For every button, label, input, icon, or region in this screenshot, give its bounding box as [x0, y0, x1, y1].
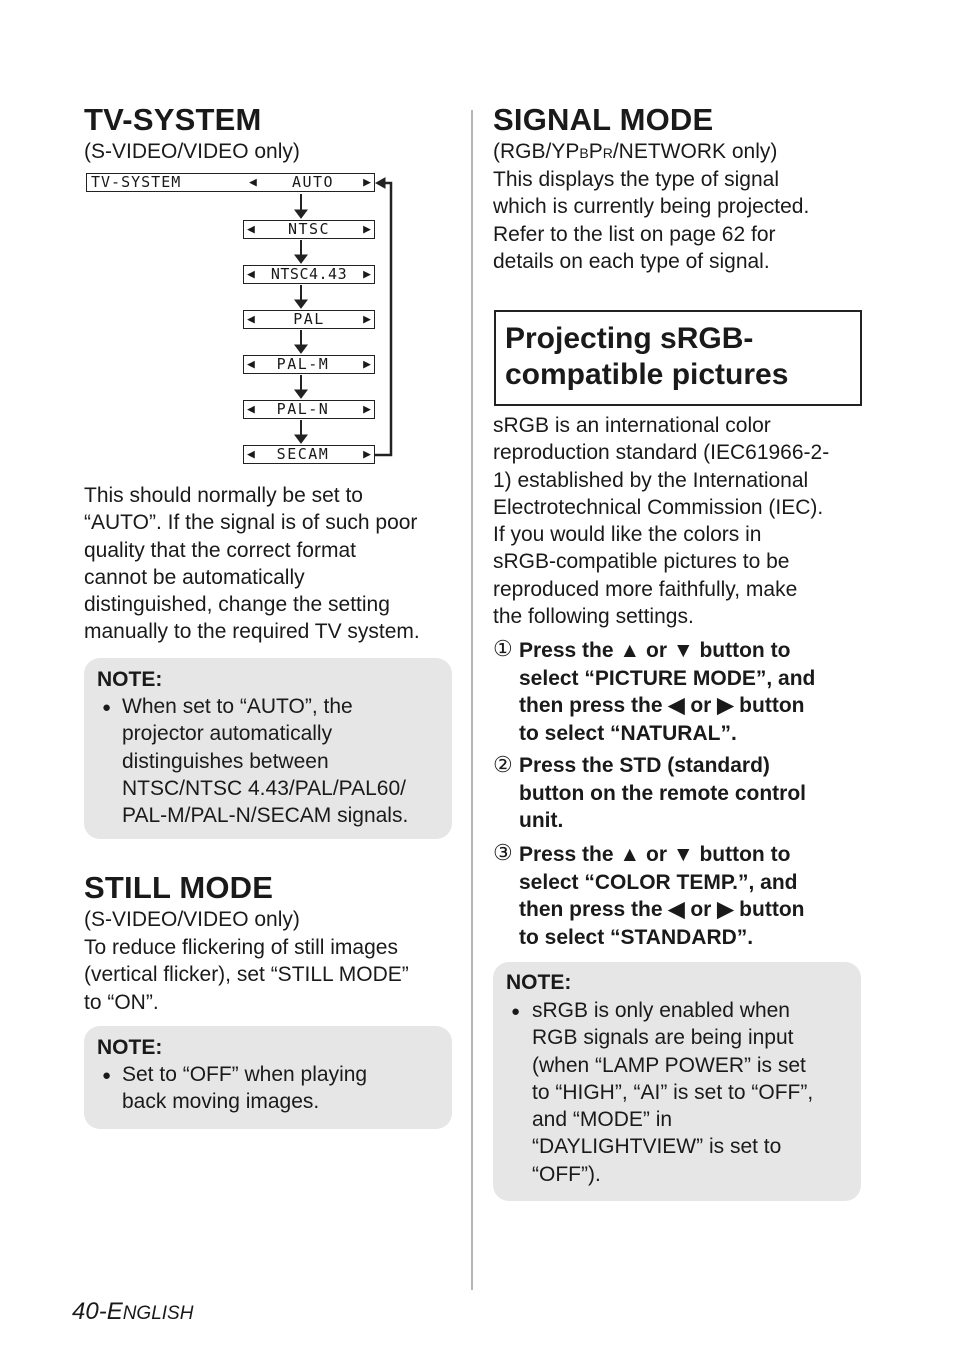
down-arrow-icon: [295, 194, 307, 218]
text-line: “OFF”).: [532, 1162, 601, 1186]
subtitle-part: (RGB/YP: [493, 140, 580, 163]
right-arrow-icon: ▶: [363, 175, 371, 190]
note-title: NOTE:: [506, 971, 572, 994]
bullet-icon: ●: [102, 1067, 112, 1084]
text-line: details on each type of signal.: [493, 249, 770, 273]
signal-mode-title: SIGNAL MODE: [493, 102, 714, 137]
signal-mode-description: [493, 166, 809, 275]
text-line: projector automatically: [122, 722, 333, 746]
text-line: Refer to the list on page 62 for: [493, 222, 776, 246]
step-number-1-icon: ①: [493, 636, 513, 661]
down-arrow-icon: [295, 375, 307, 398]
text-line: manually to the required TV system.: [84, 620, 420, 644]
down-arrow-icon: [295, 240, 307, 263]
still-mode-note: [84, 1026, 452, 1129]
left-arrow-icon: ◀: [247, 267, 255, 282]
left-arrowhead-icon: [376, 178, 385, 188]
still-mode-subtitle: (S-VIDEO/VIDEO only): [84, 908, 300, 931]
text-line: (when “LAMP POWER” is set: [532, 1053, 806, 1077]
subtitle-part: /NETWORK only): [612, 140, 778, 163]
text-line: to select “STANDARD”.: [519, 925, 754, 949]
page-footer: [72, 1298, 193, 1326]
srgb-note: [493, 962, 861, 1201]
text-line: “AUTO”. If the signal is of such poor: [84, 511, 418, 535]
column-divider: [471, 110, 473, 1290]
footer-lang: NGLISH: [122, 1303, 194, 1324]
text-line: Press the ▲ or ▼ button to: [519, 843, 791, 866]
note-body: [122, 693, 408, 829]
step-text: [519, 752, 806, 835]
signal-mode-subtitle: [493, 140, 777, 164]
step-text: [519, 637, 815, 747]
right-arrow-icon: ▶: [363, 312, 371, 327]
osd-value: PAL-N: [276, 400, 330, 418]
subtitle-part: R: [602, 145, 613, 161]
text-line: (vertical flicker), set “STILL MODE”: [84, 963, 409, 987]
right-arrow-icon: ▶: [363, 402, 371, 417]
text-line: compatible pictures: [505, 358, 789, 391]
text-line: 1) established by the International: [493, 468, 809, 492]
note-body: [532, 997, 813, 1188]
text-line: select “PICTURE MODE”, and: [519, 666, 816, 690]
left-arrow-icon: ◀: [247, 312, 255, 327]
text-line: Press the STD (standard): [519, 754, 770, 777]
bullet-icon: ●: [511, 1003, 521, 1020]
srgb-heading: [505, 321, 788, 393]
tv-system-title: TV-SYSTEM: [84, 102, 262, 137]
text-line: then press the ◀ or ▶ button: [519, 694, 805, 718]
down-arrow-icon: [295, 420, 307, 443]
step-text: [519, 841, 804, 951]
text-line: If you would like the colors in: [493, 523, 762, 547]
srgb-heading-box: [494, 310, 862, 406]
note-body: [122, 1061, 367, 1116]
left-arrow-icon: ◀: [247, 447, 255, 462]
text-line: sRGB-compatible pictures to be: [493, 550, 790, 574]
osd-menu-label: TV-SYSTEM: [91, 173, 182, 191]
osd-value: AUTO: [291, 173, 335, 191]
text-line: then press the ◀ or ▶ button: [519, 898, 805, 922]
text-line: to “HIGH”, “AI” is set to “OFF”,: [532, 1080, 814, 1104]
subtitle-part: P: [588, 140, 603, 163]
srgb-description: [493, 412, 829, 630]
osd-value: NTSC: [287, 220, 331, 238]
text-line: Press the ▲ or ▼ button to: [519, 639, 791, 662]
step-number-3-icon: ③: [493, 840, 513, 865]
tv-system-subtitle: (S-VIDEO/VIDEO only): [84, 140, 300, 163]
text-line: select “COLOR TEMP.”, and: [519, 870, 798, 894]
text-line: RGB signals are being input: [532, 1026, 794, 1050]
text-line: quality that the correct format: [84, 538, 356, 562]
osd-value: PAL: [293, 310, 325, 328]
note-title: NOTE:: [97, 1036, 163, 1059]
text-line: the following settings.: [493, 605, 694, 629]
right-arrow-icon: ▶: [363, 357, 371, 372]
text-line: to “ON”.: [84, 990, 159, 1014]
right-arrow-icon: ▶: [363, 447, 371, 462]
text-line: NTSC/NTSC 4.43/PAL/PAL60/: [122, 776, 407, 800]
down-arrow-icon: [295, 285, 307, 308]
text-line: sRGB is only enabled when: [532, 999, 790, 1022]
left-arrow-icon: ◀: [247, 357, 255, 372]
osd-value: PAL-M: [276, 355, 330, 373]
text-line: to select “NATURAL”.: [519, 721, 737, 745]
text-line: PAL-M/PAL-N/SECAM signals.: [122, 804, 409, 828]
text-line: Set to “OFF” when playing: [122, 1063, 368, 1086]
step-number-2-icon: ②: [493, 752, 513, 777]
text-line: This displays the type of signal: [493, 168, 779, 191]
still-mode-title: STILL MODE: [84, 870, 274, 905]
text-line: and “MODE” in: [532, 1108, 673, 1132]
note-title: NOTE:: [97, 668, 163, 691]
text-line: sRGB is an international color: [493, 414, 771, 437]
tv-system-description: [84, 482, 420, 646]
left-arrow-icon: ◀: [249, 175, 257, 190]
text-line: Electrotechnical Commission (IEC).: [493, 495, 824, 519]
right-arrow-icon: ▶: [363, 267, 371, 282]
text-line: which is currently being projected.: [493, 195, 810, 219]
text-line: distinguished, change the setting: [84, 593, 390, 617]
down-arrow-icon: [295, 330, 307, 353]
text-line: distinguishes between: [122, 749, 329, 773]
tv-system-note: [84, 658, 452, 839]
text-line: cannot be automatically: [84, 565, 305, 589]
subtitle-part: B: [579, 145, 589, 161]
left-arrow-icon: ◀: [247, 402, 255, 417]
osd-value: NTSC4.43: [270, 265, 348, 283]
text-line: reproduced more faithfully, make: [493, 577, 798, 601]
osd-value: SECAM: [276, 445, 330, 463]
bullet-icon: ●: [102, 699, 112, 716]
still-mode-description: [84, 934, 409, 1016]
text-line: To reduce flickering of still images: [84, 936, 398, 959]
diagram-arrows: [0, 0, 954, 480]
text-line: When set to “AUTO”, the: [122, 695, 353, 718]
right-arrow-icon: ▶: [363, 222, 371, 237]
page-number: 40-: [72, 1298, 107, 1325]
text-line: Projecting sRGB-: [505, 322, 754, 355]
text-line: This should normally be set to: [84, 484, 363, 507]
footer-lang: E: [106, 1298, 123, 1325]
text-line: button on the remote control: [519, 781, 806, 805]
loop-back-arrow-icon: [375, 183, 391, 455]
text-line: “DAYLIGHTVIEW” is set to: [532, 1135, 782, 1159]
text-line: reproduction standard (IEC61966-2-: [493, 441, 830, 465]
text-line: back moving images.: [122, 1090, 320, 1114]
text-line: unit.: [519, 809, 564, 833]
left-arrow-icon: ◀: [247, 222, 255, 237]
